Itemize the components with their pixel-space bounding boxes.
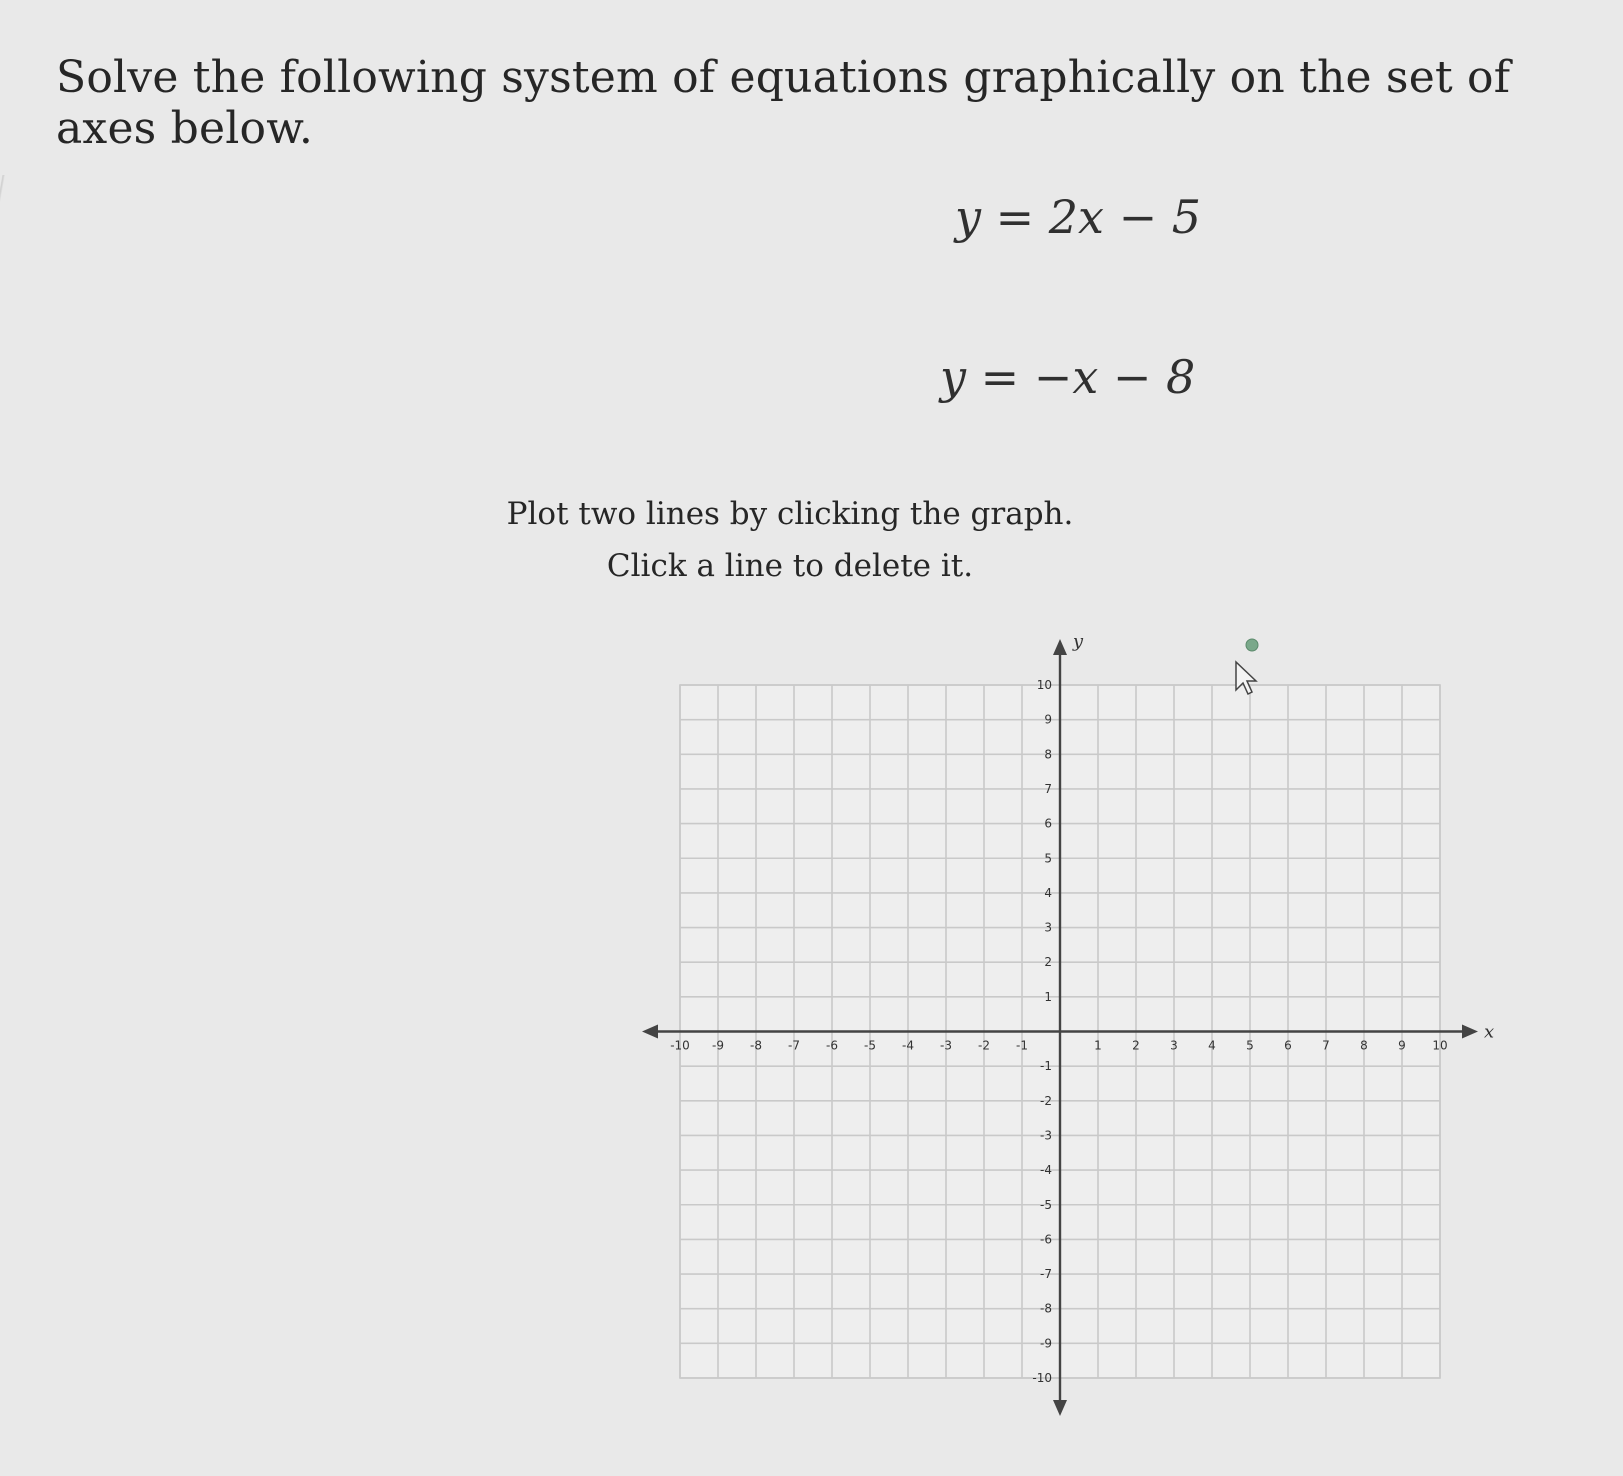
y-tick-label: 8: [1044, 747, 1052, 762]
x-tick-label: -3: [940, 1038, 952, 1053]
y-tick-label: 1: [1044, 989, 1052, 1004]
y-tick-label: 4: [1044, 885, 1052, 900]
y-tick-label: 6: [1044, 816, 1052, 831]
y-tick-label: -4: [1040, 1163, 1052, 1178]
x-tick-label: 10: [1432, 1038, 1448, 1053]
y-tick-label: -10: [1032, 1371, 1052, 1385]
y-tick-label: -8: [1040, 1301, 1052, 1316]
x-tick-label: 3: [1170, 1038, 1178, 1053]
x-axis-arrow-right: [1462, 1025, 1478, 1039]
y-tick-label: -6: [1040, 1232, 1052, 1247]
x-tick-label: -1: [1016, 1038, 1028, 1053]
x-tick-label: -4: [902, 1038, 914, 1053]
y-axis-label: y: [1072, 631, 1084, 652]
x-tick-label: -2: [978, 1038, 990, 1053]
y-tick-label: -7: [1040, 1267, 1052, 1282]
question-text: Solve the following system of equations graphically on the set of axes below.: [56, 52, 1511, 154]
x-tick-label: -10: [670, 1038, 690, 1053]
x-tick-label: -5: [864, 1038, 876, 1053]
y-tick-label: -9: [1040, 1336, 1052, 1351]
y-tick-label: -1: [1040, 1059, 1052, 1074]
equation-2: y = −x − 8: [940, 350, 1196, 404]
x-tick-label: 6: [1284, 1038, 1292, 1053]
x-tick-label: 9: [1398, 1038, 1406, 1053]
x-axis-arrow-left: [642, 1025, 658, 1039]
y-tick-label: 9: [1044, 712, 1052, 727]
y-tick-label: -3: [1040, 1128, 1052, 1143]
x-tick-label: 7: [1322, 1038, 1330, 1053]
x-tick-label: -6: [826, 1038, 838, 1053]
y-tick-label: -5: [1040, 1197, 1052, 1212]
instruction-delete: Click a line to delete it.: [606, 548, 974, 584]
y-tick-label: -2: [1040, 1093, 1052, 1108]
x-tick-label: 4: [1208, 1038, 1216, 1053]
x-tick-label: -7: [788, 1038, 800, 1053]
x-tick-label: 1: [1094, 1038, 1102, 1053]
x-tick-label: -9: [712, 1038, 724, 1053]
x-axis-label: x: [1484, 1021, 1495, 1043]
x-tick-label: -8: [750, 1038, 762, 1053]
x-tick-label: 2: [1132, 1038, 1140, 1053]
y-tick-label: 3: [1044, 920, 1052, 935]
cursor-dot: [1246, 639, 1258, 651]
y-tick-label: 5: [1044, 851, 1052, 866]
y-tick-label: 10: [1036, 678, 1052, 692]
x-tick-label: 8: [1360, 1038, 1368, 1053]
y-axis-arrow-down: [1053, 1400, 1067, 1416]
equation-1: y = 2x − 5: [955, 190, 1202, 244]
y-axis-arrow-up: [1053, 639, 1067, 655]
instruction-plot: Plot two lines by clicking the graph.: [506, 496, 1074, 532]
x-tick-label: 5: [1246, 1038, 1254, 1053]
y-tick-label: 7: [1044, 781, 1052, 796]
y-tick-label: 2: [1044, 955, 1052, 970]
